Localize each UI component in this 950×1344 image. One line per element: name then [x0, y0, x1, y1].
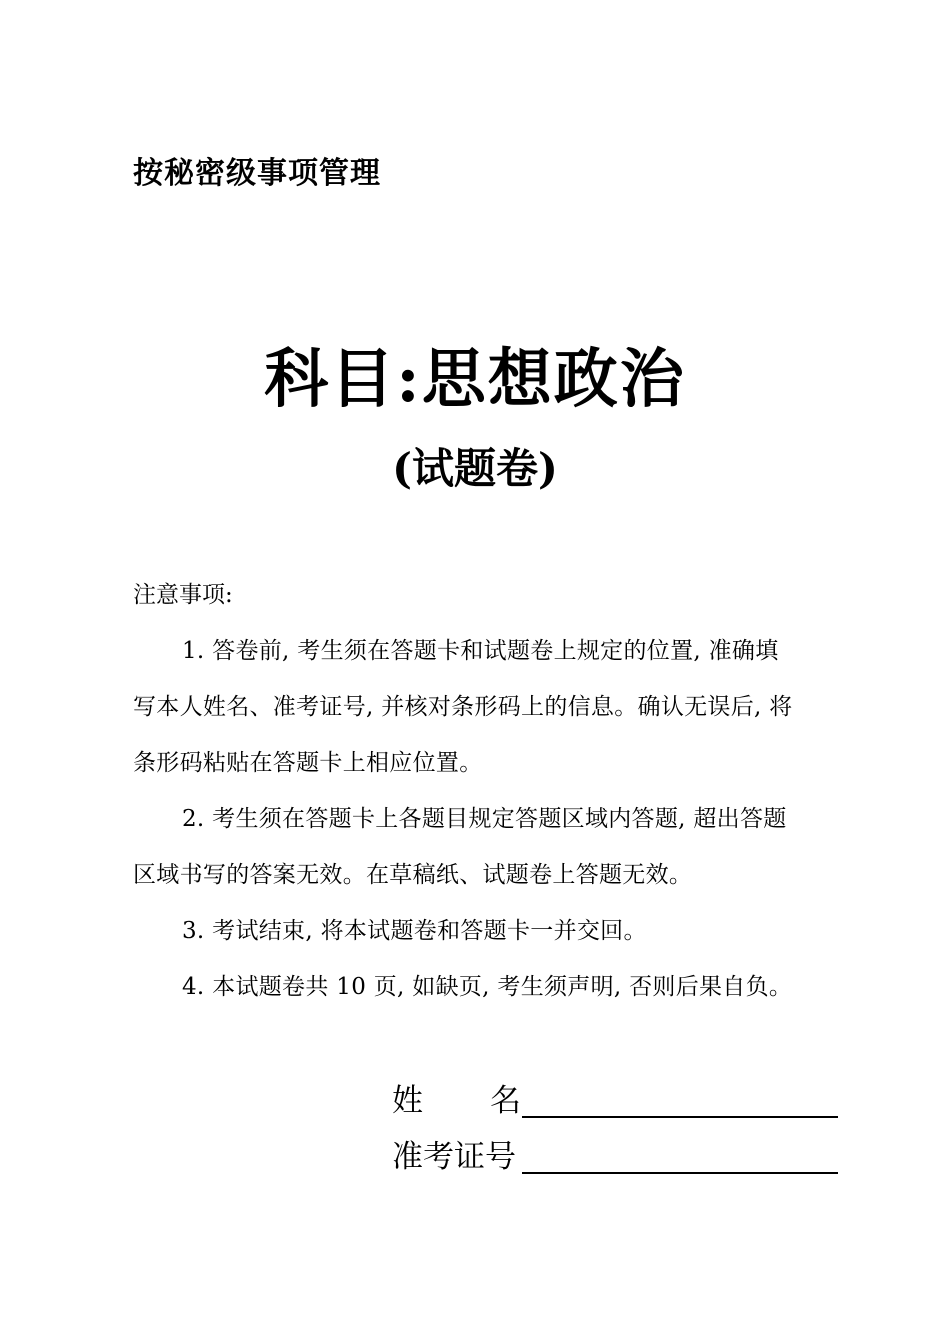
subject-title: 科目:思想政治: [264, 342, 686, 417]
classification-label: 按秘密级事项管理: [133, 156, 381, 191]
candidate-name-char-1: 姓: [392, 1083, 423, 1119]
candidate-name-row: [392, 1076, 838, 1120]
exam-number-row: [392, 1132, 838, 1176]
notice-item-2-line-1: 2. 考生须在答题卡上各题目规定答题区域内答题, 超出答题: [182, 806, 787, 832]
notice-item-1-line-2: 写本人姓名、准考证号, 并核对条形码上的信息。确认无误后, 将: [133, 694, 793, 720]
notice-heading: 注意事项:: [133, 582, 233, 608]
notice-item-4-line-1: 4. 本试题卷共 10 页, 如缺页, 考生须声明, 否则后果自负。: [182, 974, 793, 1000]
candidate-name-char-2: 名: [490, 1083, 521, 1119]
notice-item-1-line-3: 条形码粘贴在答题卡上相应位置。: [133, 750, 483, 776]
candidate-name-label: [392, 1075, 522, 1120]
notice-item-2-line-2: 区域书写的答案无效。在草稿纸、试题卷上答题无效。: [133, 862, 693, 888]
candidate-name-blank[interactable]: [522, 1080, 838, 1118]
notice-item-1-line-1: 1. 答卷前, 考生须在答题卡和试题卷上规定的位置, 准确填: [182, 638, 779, 664]
exam-number-label: 准考证号: [392, 1139, 516, 1175]
paper-type-label: (试题卷): [392, 444, 558, 493]
notice-item-3-line-1: 3. 考试结束, 将本试题卷和答题卡一并交回。: [182, 918, 647, 944]
exam-number-blank[interactable]: [522, 1136, 838, 1174]
